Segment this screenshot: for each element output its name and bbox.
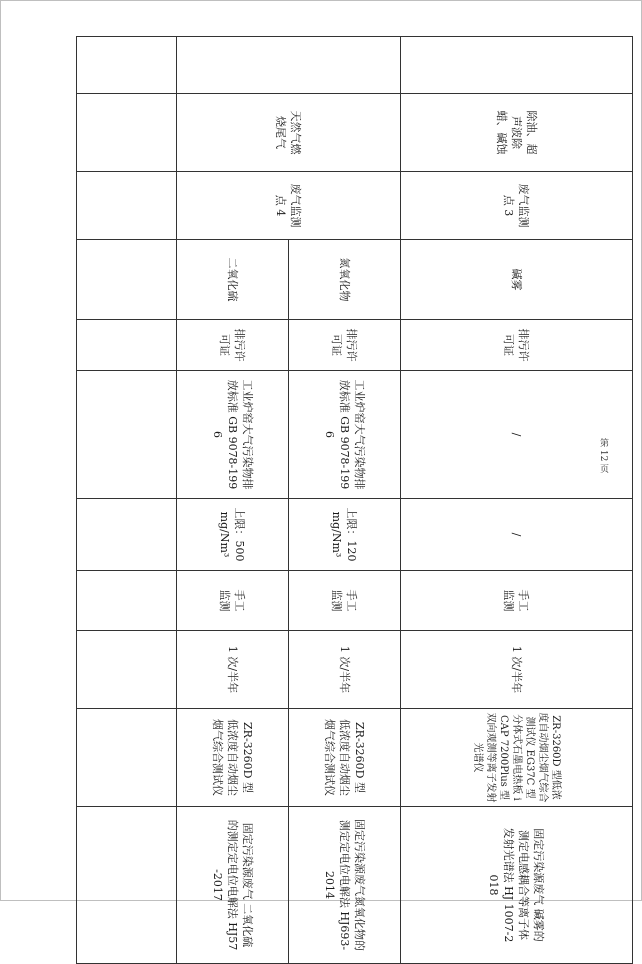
- analysis-method-cell: 固定污染源废气 碱雾的测定电感耦合等离子体发射光谱法 HJ 1007-2018: [401, 807, 633, 964]
- blank-cell: [77, 631, 177, 709]
- frequency-cell: 1 次/半年: [177, 631, 289, 709]
- blank-cell: [77, 37, 177, 94]
- instrument-cell: ZR-3260D 型低浓度自动烟尘烟气综合测试仪: [177, 709, 289, 807]
- blank-cell: [77, 371, 177, 499]
- standard-cell: 工业炉窑大气污染物排放标准 GB 9078-1996: [177, 371, 289, 499]
- blank-cell: [77, 499, 177, 571]
- limit-cell: 上限：120mg/Nm³: [289, 499, 401, 571]
- pollutant-cell: 碱雾: [401, 240, 633, 320]
- pollutant-cell: 二氧化硫: [177, 240, 289, 320]
- analysis-method-cell: 固定污染源废气 二氧化硫的测定定电位电解法 HJ57-2017: [177, 807, 289, 964]
- blank-cell: [77, 172, 177, 240]
- blank-cell: [77, 807, 177, 964]
- analysis-method-cell: 固定污染源废气氮氧化物的测定定电位电解法 HJ693-2014: [289, 807, 401, 964]
- monitor-point-cell: 废气监测点 3: [401, 172, 633, 240]
- method-cell: 手工监测: [177, 571, 289, 631]
- method-cell: 手工监测: [289, 571, 401, 631]
- process-cell: 天然气燃烧尾气: [177, 94, 401, 172]
- blank-cell: [77, 240, 177, 320]
- table-row: [401, 37, 633, 964]
- basis-cell: 排污许可证: [289, 320, 401, 371]
- blank-cell: [77, 571, 177, 631]
- frequency-cell: 1 次/半年: [401, 631, 633, 709]
- blank-cell: [77, 709, 177, 807]
- blank-cell: [77, 320, 177, 371]
- method-cell: 手工监测: [401, 571, 633, 631]
- process-cell: 除油、超声波除蜡、碱蚀: [401, 94, 633, 172]
- standard-cell: /: [401, 371, 633, 499]
- limit-cell: 上限：500mg/Nm³: [177, 499, 289, 571]
- monitoring-table-rotated: [77, 36, 633, 951]
- table-row-empty: [77, 37, 177, 964]
- blank-cell: [77, 94, 177, 172]
- monitoring-table: [76, 36, 633, 964]
- blank-cell: [401, 37, 633, 94]
- monitor-point-cell: 废气监测点 4: [177, 172, 401, 240]
- instrument-cell: ZR-3260D 型低浓度自动烟尘烟气综合测试仪 EG37C 型分体式石墨电热板 iCAP 7200Plus 型双向观测等离子发射光谱仪: [401, 709, 633, 807]
- instrument-cell: ZR-3260D 型低浓度自动烟尘烟气综合测试仪: [289, 709, 401, 807]
- basis-cell: 排污许可证: [177, 320, 289, 371]
- page-number: 第 12 页: [598, 438, 608, 474]
- limit-cell: /: [401, 499, 633, 571]
- standard-cell: 工业炉窑大气污染物排放标准 GB 9078-1996: [289, 371, 401, 499]
- table-row: [289, 37, 401, 964]
- basis-cell: 排污许可证: [401, 320, 633, 371]
- monitoring-table-frame: [77, 36, 633, 951]
- pollutant-cell: 氮氧化物: [289, 240, 401, 320]
- blank-cell: [177, 37, 401, 94]
- frequency-cell: 1 次/半年: [289, 631, 401, 709]
